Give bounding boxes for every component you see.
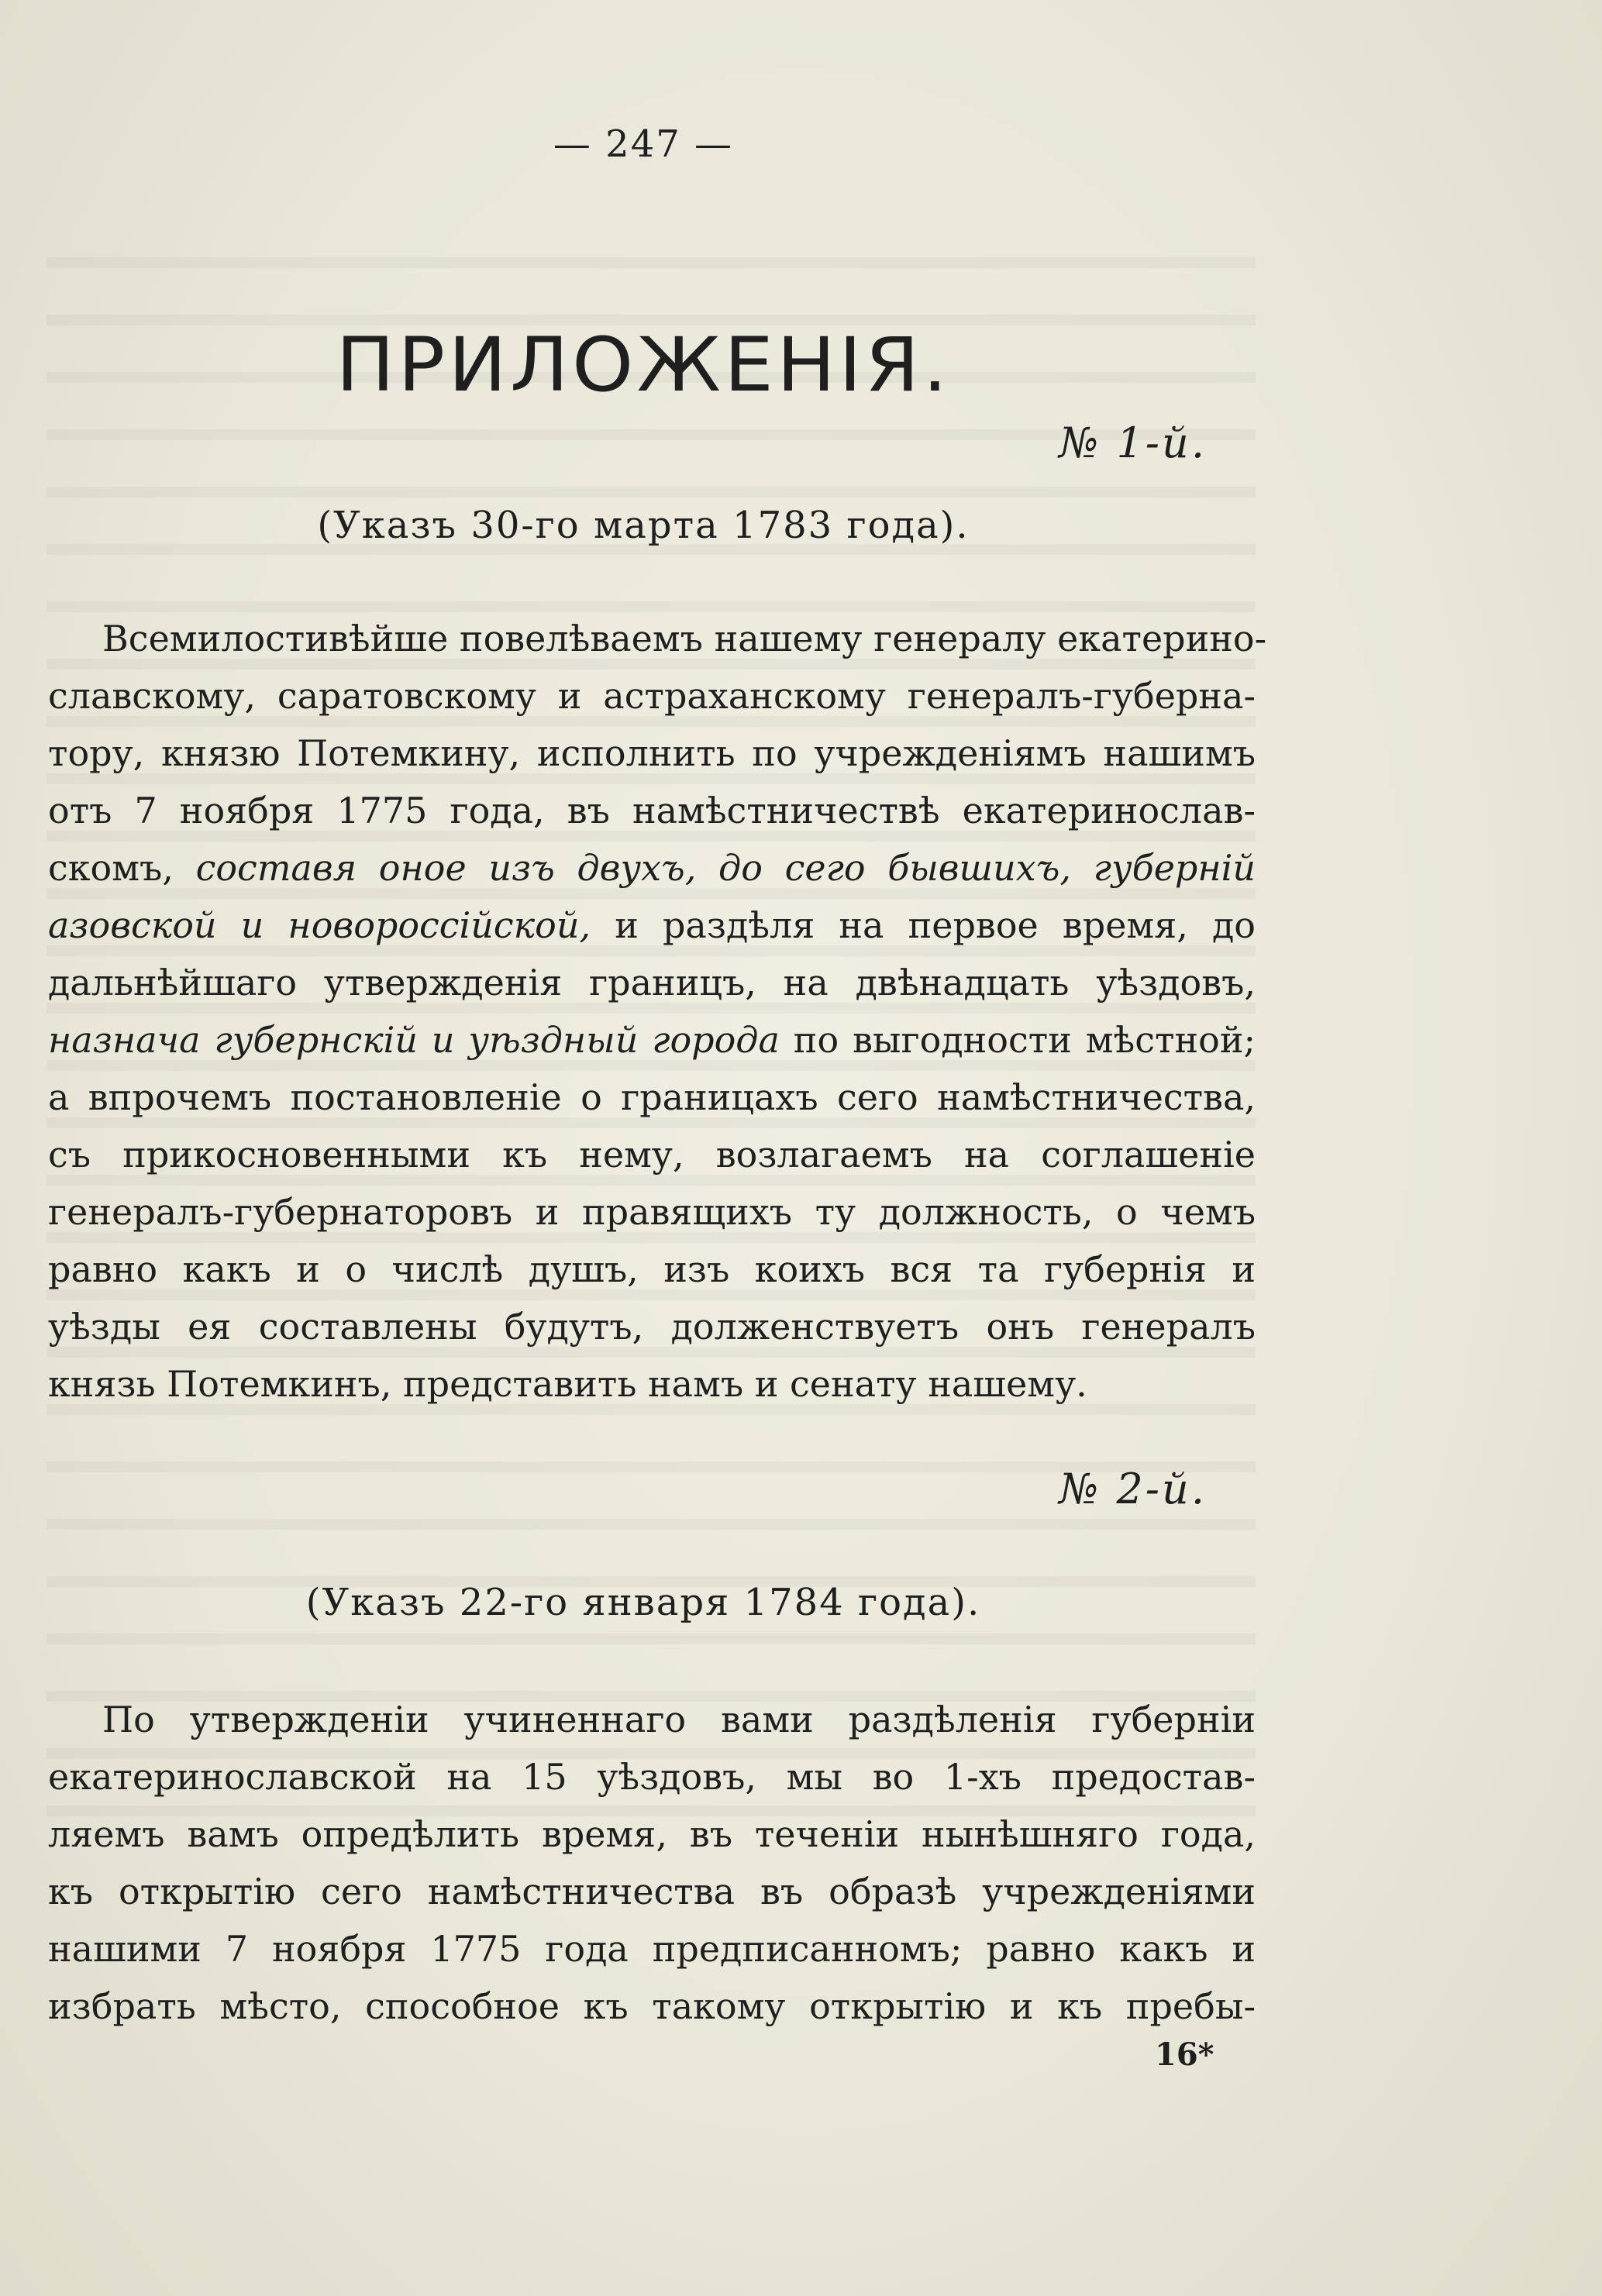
italic-segment: назнача губернскій и уѣздный города	[48, 1019, 780, 1061]
italic-segment: составя оное изъ двухъ, до сего бывшихъ, губерній	[195, 847, 1256, 889]
text-line: а впрочемъ постановленіе о границахъ сего намѣстничества,	[48, 1076, 1256, 1118]
text-line: нашими 7 ноября 1775 года предписанномъ; равно какъ и	[48, 1928, 1256, 1970]
text-line	[48, 1011, 1256, 1069]
text-segment: скомъ,	[48, 847, 196, 889]
text-segment: и раздѣля на первое время, до	[591, 904, 1256, 946]
appendix-1-heading: (Указъ 30-го марта 1783 года).	[317, 504, 970, 547]
text-line: дальнѣйшаго утвержденія границъ, на двѣнадцать уѣздовъ,	[48, 962, 1256, 1003]
text-line: По утвержденіи учиненнаго вами раздѣленія губерніи	[102, 1699, 1256, 1740]
text-line: къ открытію сего намѣстничества въ образѣ учрежденіями	[48, 1871, 1256, 1912]
text-line: съ прикосновенными къ нему, возлагаемъ на соглашеніе	[48, 1134, 1256, 1176]
page-number: — 247 —	[553, 122, 734, 166]
text-segment: по выгодности мѣстной;	[779, 1019, 1256, 1061]
appendix-1-body	[48, 610, 1267, 1413]
text-line: генералъ-губернаторовъ и правящихъ ту должность, о чемъ	[48, 1191, 1256, 1233]
text-line	[48, 839, 1256, 897]
italic-segment: азовской и новороссійской,	[48, 904, 591, 946]
text-line: ляемъ вамъ опредѣлить время, въ теченіи нынѣшняго года,	[48, 1813, 1256, 1855]
appendix-2-number: № 2-й.	[1059, 1465, 1207, 1513]
text-line	[48, 897, 1256, 954]
text-line: избрать мѣсто, способное къ такому открытію и къ пребы-	[48, 1985, 1256, 2027]
text-line: князь Потемкинъ, представить намъ и сенату нашему.	[48, 1363, 1087, 1405]
text-line: екатеринославской на 15 уѣздовъ, мы во 1-хъ предостав-	[48, 1756, 1256, 1798]
appendix-2-body	[48, 1691, 1256, 2035]
text-line: Всемилостивѣйше повелѣваемъ нашему генералу екатерино-	[102, 618, 1267, 659]
text-line: отъ 7 ноября 1775 года, въ намѣстничествѣ екатеринослав-	[48, 790, 1256, 831]
appendix-1-number: № 1-й.	[1059, 418, 1207, 467]
text-line: уѣзды ея составлены будутъ, долженствуетъ онъ генералъ	[48, 1306, 1256, 1348]
section-title: ПРИЛОЖЕНІЯ.	[336, 322, 951, 408]
text-line: равно какъ и о числѣ душъ, изъ коихъ вся та губернія и	[48, 1248, 1256, 1290]
text-line: славскому, саратовскому и астраханскому генералъ-губерна-	[48, 675, 1256, 717]
signature-mark: 16*	[1155, 2036, 1214, 2073]
text-line: тору, князю Потемкину, исполнить по учрежденіямъ нашимъ	[48, 732, 1256, 774]
appendix-2-heading: (Указъ 22-го января 1784 года).	[305, 1581, 981, 1624]
